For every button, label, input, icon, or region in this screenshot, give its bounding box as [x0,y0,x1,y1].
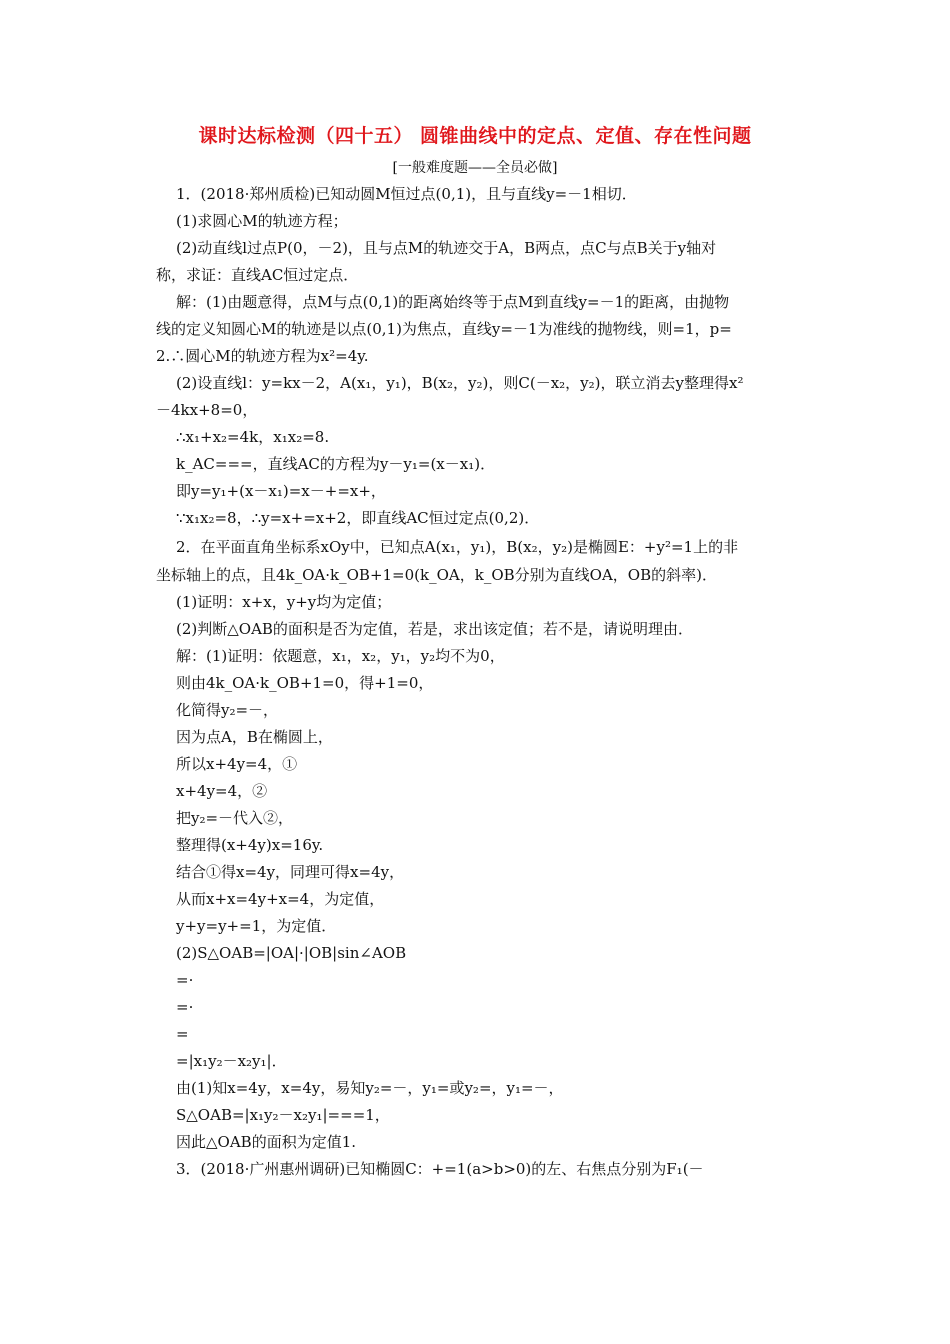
text-line: 解：(1)由题意得，点M与点(0,1)的距离始终等于点M到直线y=－1的距离，由抛物 [176,293,730,311]
text-line: 3．(2018·广州惠州调研)已知椭圆C：+=1(a>b>0)的左、右焦点分别为F₁(－ [176,1160,704,1178]
text-line: =|x₁y₂－x₂y₁|． [176,1052,287,1070]
page-subtitle: [一般难度题——全员必做] [392,160,558,176]
text-line: (1)求圆心M的轨迹方程； [176,212,348,230]
text-line: (2)判断△OAB的面积是否为定值，若是，求出该定值；若不是，请说明理由． [176,620,693,638]
text-line: ∵x₁x₂=8，∴y=x+=x+2，即直线AC恒过定点(0,2)． [176,509,540,527]
text-line: 即y=y₁+(x－x₁)=x－+=x+， [176,482,386,500]
text-line: 称，求证：直线AC恒过定点． [156,266,359,284]
text-line: (2)动直线l过点P(0，－2)，且与点M的轨迹交于A，B两点，点C与点B关于y轴对 [176,239,717,257]
text-line: －4kx+8=0， [156,401,258,419]
text-line: =· [176,971,194,989]
page-title: 课时达标检测（四十五） 圆锥曲线中的定点、定值、存在性问题 [198,125,752,147]
text-line: 解：(1)证明：依题意，x₁，x₂，y₁，y₂均不为0， [176,647,505,665]
text-line: 整理得(x+4y)x=16y. [176,836,324,854]
text-line: 从而x+x=4y+x=4，为定值， [176,890,385,908]
text-line: y+y=y+=1，为定值． [176,917,337,935]
text-line: 结合①得x=4y，同理可得x=4y， [176,863,405,881]
text-line: 2．在平面直角坐标系xOy中，已知点A(x₁，y₁)，B(x₂，y₂)是椭圆E：+y²=1上的非 [176,538,739,556]
text-line: 因此△OAB的面积为定值1. [176,1133,357,1151]
text-line: k_AC===，直线AC的方程为y－y₁=(x－x₁)． [176,455,496,473]
text-line: 因为点A，B在椭圆上， [176,728,333,746]
text-line: (1)证明：x+x，y+y均为定值； [176,593,392,611]
text-line: (2)S△OAB=|OA|·|OB|sin∠AOB [176,944,407,962]
text-line: =· [176,998,194,1016]
text-line: = [176,1025,189,1043]
text-line: 把y₂=－代入②， [176,809,294,827]
text-line: 线的定义知圆心M的轨迹是以点(0,1)为焦点，直线y=－1为准线的抛物线，则=1，p= [156,320,732,338]
text-line: (2)设直线l：y=kx－2，A(x₁，y₁)，B(x₂，y₂)，则C(－x₂，y₂)，联立消去y整理得x² [176,374,744,392]
text-line: 所以x+4y=4，① [176,755,298,773]
text-line: 化简得y₂=－， [176,701,279,719]
text-line: 1．(2018·郑州质检)已知动圆M恒过点(0,1)，且与直线y=－1相切． [176,185,637,203]
text-line: 2.∴圆心M的轨迹方程为x²=4y. [156,347,369,365]
text-line: ∴x₁+x₂=4k，x₁x₂=8. [176,428,330,446]
text-line: x+4y=4，② [176,782,268,800]
text-line: 由(1)知x=4y，x=4y，易知y₂=－，y₁=或y₂=，y₁=－， [176,1079,564,1097]
text-line: 坐标轴上的点，且4k_OA·k_OB+1=0(k_OA，k_OB分别为直线OA，OB的斜率)． [156,566,717,584]
text-line: S△OAB=|x₁y₂－x₂y₁|===1， [176,1106,390,1124]
text-line: 则由4k_OA·k_OB+1=0，得+1=0， [176,674,434,692]
